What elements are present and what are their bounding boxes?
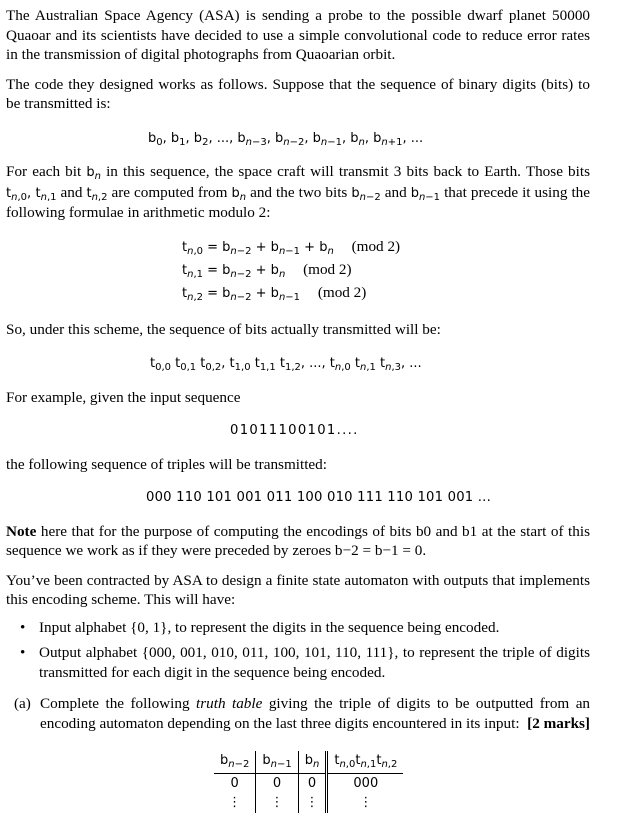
column-header: $t_{n,0}t_{n,1}t_{n,2}$ <box>327 751 404 773</box>
column-header: $b_{n-2}$ <box>214 751 256 773</box>
table-row: ⋮ ⋮ ⋮ ⋮ <box>214 793 403 813</box>
document-page <box>6 6 590 813</box>
contract-paragraph: You’ve been contracted by ASA to design a finite state automaton with outputs that implements this encoding scheme. This will have: <box>6 571 590 608</box>
example-input: 01011100101.... <box>230 423 359 438</box>
intro-paragraph: The Australian Space Agency (ASA) is sending a probe to the possible dwarf planet 50000 Quaoar and its scientists have decided to use a simple convolutional code to reduce error rates in the transmission of digital photographs from Quaoarian orbit. <box>6 7 590 63</box>
question-a <box>6 694 590 733</box>
question-label: (a) <box>14 695 31 712</box>
triples-paragraph: the following sequence of triples will be transmitted: <box>6 455 327 473</box>
note-paragraph: Note here that for the purpose of computing the encodings of bits b0 and b1 at the start of this sequence we work as if they were preceded by zeroes b−2 = b−1 = 0. <box>6 522 590 559</box>
column-header: $b_{n-1}$ <box>256 751 298 773</box>
truth-table <box>214 751 403 813</box>
table-header-row <box>214 751 403 773</box>
marks-label: [2 marks] <box>527 714 590 732</box>
scheme-paragraph: So, under this scheme, the sequence of bits actually transmitted will be: <box>6 320 441 338</box>
code-intro-paragraph: The code they designed works as follows. Suppose that the sequence of binary digits (bits) to be transmitted is: <box>6 75 590 112</box>
transmitted-sequence-display: $t_{0,0}$ $t_{0,1}$ $t_{0,2}$, $t_{1,0}$ $t_{1,1}$ $t_{1,2}$, ..., $t_{n,0}$ $t_{n,1}$ $t_{n,3}$, ... <box>150 356 422 373</box>
question-text: Complete the following truth table giving the triple of digits to be outputted from an encoding automaton depending on the last three digits encountered in its input: [2 marks] <box>40 695 591 732</box>
transmission-paragraph: For each bit $b_n$ in this sequence, the space craft will transmit 3 bits back to Earth. Those bits $t_{n,0}$, $t_{n,1}$ and $t_{n,2}$ are computed from $b_n$ and the two bits $b_{n-2}$ and $b_{n-1}$ that precede it using the following formulae in arithmetic modulo 2: <box>6 163 591 221</box>
encoding-formulae <box>182 237 590 306</box>
formula-t2: $t_{n,2} = b_{n-2} + b_{n-1}$ (mod 2) <box>182 283 367 303</box>
column-header: $b_n$ <box>298 751 327 773</box>
note-label: Note <box>6 522 37 540</box>
formula-t1: $t_{n,1} = b_{n-2} + b_n$ (mod 2) <box>182 260 352 280</box>
bit-sequence-display: $b_0$, $b_1$, $b_2$, ..., $b_{n-3}$, $b_{n-2}$, $b_{n-1}$, $b_n$, $b_{n+1}$, ... <box>148 130 424 148</box>
alphabet-list <box>6 618 590 683</box>
list-item: • Output alphabet {000, 001, 010, 011, 100, 101, 110, 111}, to represent the triple of digits transmitted for each digit in the sequence being encoded. <box>20 644 590 681</box>
list-item: • Input alphabet {0, 1}, to represent the digits in the sequence being encoded. <box>20 618 500 636</box>
formula-t0: $t_{n,0} = b_{n-2} + b_{n-1} + b_n$ (mod 2) <box>182 237 401 257</box>
example-output: 000 110 101 001 011 100 010 111 110 101 001 ... <box>146 490 491 505</box>
table-row: 0 0 0 000 <box>214 773 403 793</box>
example-paragraph: For example, given the input sequence <box>6 388 241 406</box>
